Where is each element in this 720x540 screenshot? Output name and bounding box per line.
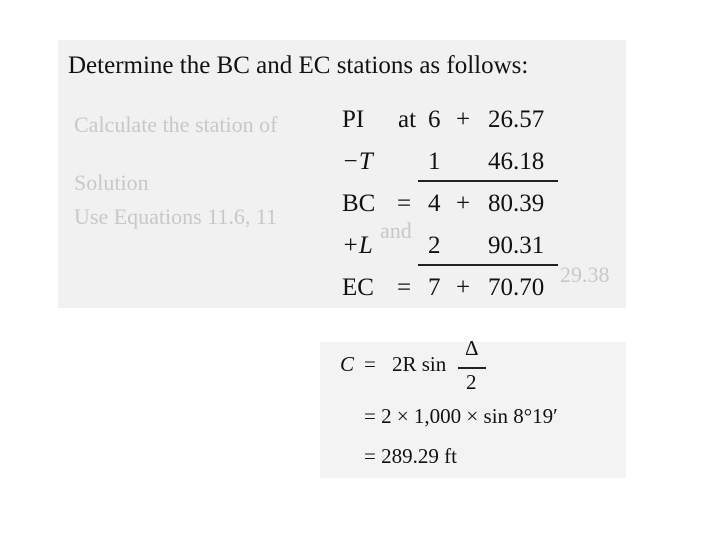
fraction-bar [458,367,486,369]
row-label: −T [342,148,373,175]
formula-result: = 289.29 ft [364,444,457,468]
row-station-value: 80.39 [488,190,545,217]
row-station-value: 70.70 [488,274,545,301]
formula-step-2: = 2 × 1,000 × sin 8°19′ [364,404,558,428]
formula-rhs: 2R sin [392,352,447,376]
bleed-text: Use Equations 11.6, 11 [74,204,278,229]
row-operator: = [397,274,412,301]
formula-denominator: 2 [466,370,477,394]
heading: Determine the BC and EC stations as follows: [68,52,529,79]
row-operator: = [397,190,412,217]
row-station-hundreds: 7 [428,274,441,301]
row-station-value: 90.31 [488,232,545,259]
formula-equals: = [364,352,376,376]
row-operator: at [398,106,417,133]
row-station-value: 26.57 [488,106,545,133]
row-label: +L [342,232,373,259]
row-label: PI [342,106,365,133]
row-plus: + [456,274,471,301]
row-station-hundreds: 2 [428,232,441,259]
row-plus: + [456,190,471,217]
bleed-text: Solution [74,170,149,195]
row-station-hundreds: 4 [428,190,441,217]
sum-rule [418,264,558,266]
bleed-text: and [380,218,412,243]
row-plus: + [456,106,471,133]
row-station-hundreds: 6 [428,106,441,133]
formula-lhs: C [340,352,355,376]
row-label: EC [342,274,374,301]
row-station-hundreds: 1 [428,148,441,175]
row-station-value: 46.18 [488,148,545,175]
row-label: BC [342,190,376,217]
bleed-text: 29.38 [560,262,610,287]
bleed-text: Calculate the station of [74,112,278,137]
sum-rule [418,180,558,182]
formula-numerator: Δ [465,336,479,360]
